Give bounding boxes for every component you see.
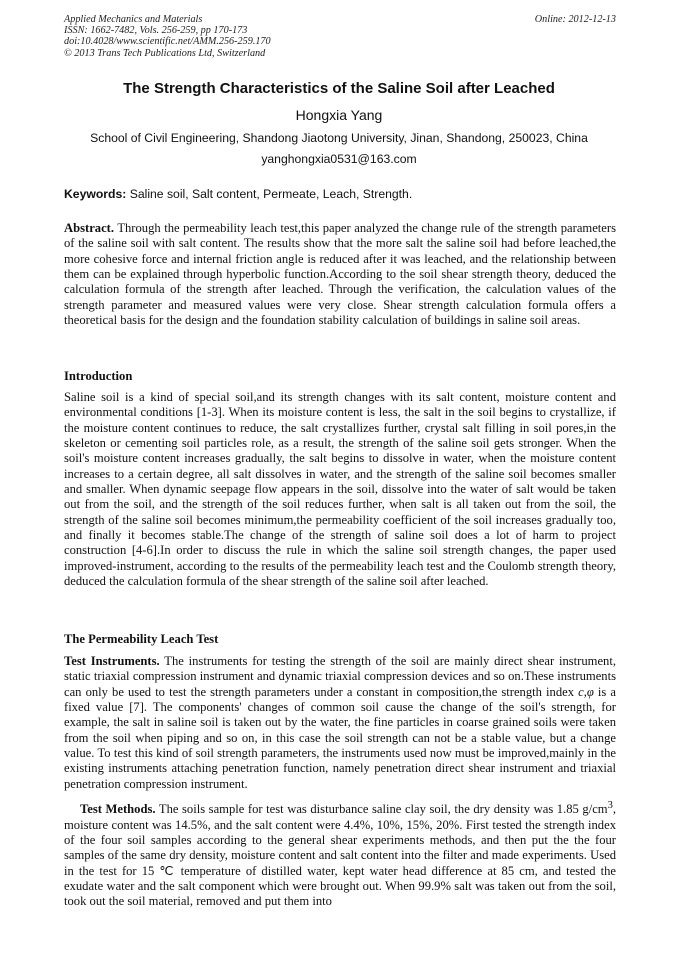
test-methods-text-2: , moisture content was 14.5%, and the salt content were 4.4%, 10%, 15%, 20%. First tested the strength index of the four soil samples according to the general shear experiments methods, and then put the the four samples of the same dry density, moisture content and salt content into the filter and made experiments. Used in the test for 15 ℃ temperature of distilled water, kept water head difference at 85 cm, and tested the exudate water and the salt component which were brought out. When 99.9% salt was taken out from the soil, took out the soil material, removed and put them into (64, 802, 616, 909)
paper-title: The Strength Characteristics of the Saline Soil after Leached (123, 80, 555, 97)
introduction-paragraph: Saline soil is a kind of special soil,and its strength changes with its salt content, moisture content and environmental conditions [1-3]. When its moisture content is less, the salt in the soil begins to crystallize, if the moisture content continues to reduce, the salt crystallizes further, crystal salt filling in soil pores,in the skeleton or cementing soil particles role, as a result, the strength of the saline soil gets stronger. When the soil's moisture content increases gradually, the salt begins to dissolve in water, when the moisture content increases to a certain degree, all salt dissolves in water, and the strength of the saline soil becomes smaller and smaller. When dynamic seepage flow appears in the soil, dissolve into the water of salt would be taken out from the soil, and the strength of the soil reduces further, when salt is all taken out from the soil, the strength of the saline soil becomes minimum,the permeability coefficient of the soil increases gradually too, and finally it becomes stable.The change of the strength of saline soil does a lot of harm to project construction [4-6].In order to discuss the rule in which the saline soil strength changes, the paper used improved-instrument, according to the results of the permeability leach test and the Coulomb strength theory, deduced the calculation formula of the shear strength of the saline soil after leached. (64, 390, 616, 589)
test-methods-text-1: The soils sample for test was disturbance saline clay soil, the dry density was 1.85 g/cm (155, 802, 608, 817)
affiliation: School of Civil Engineering, Shandong Jiaotong University, Jinan, Shandong, 250023, China (90, 131, 588, 145)
abstract-label: Abstract. (64, 221, 115, 235)
author-name: Hongxia Yang (295, 107, 383, 123)
test-instruments-paragraph (64, 654, 616, 792)
abstract (64, 221, 616, 328)
keywords (64, 187, 616, 201)
test-methods-paragraph (64, 798, 616, 910)
section-heading-permeability: The Permeability Leach Test (64, 632, 219, 646)
journal-header (64, 14, 616, 59)
journal-name: Applied Mechanics and Materials (64, 14, 203, 25)
test-instruments-text-2: is a fixed value [7]. The components' changes of common soil cause the change of the soil's strength, for example, the salt in saline soil is taken out by the water, the fine particles in coarse grained soils were taken from the soil when piping and so on, in this case the soil strength can not be a stable value, but a change value. To test this kind of soil strength parameters, the instruments used now must be improved,mainly in the existing instruments attaching penetration function, namely penetration direct shear instrument and triaxial penetration compression instrument. (64, 684, 616, 791)
strength-index-symbol: c,φ (578, 684, 594, 699)
section-heading-introduction: Introduction (64, 369, 133, 383)
online-date: Online: 2012-12-13 (534, 14, 616, 25)
keywords-text: Saline soil, Salt content, Permeate, Leach, Strength. (126, 187, 413, 201)
doi: doi:10.4028/www.scientific.net/AMM.256-259.170 (64, 36, 271, 48)
test-instruments-text-1: The instruments for testing the strength of the soil are mainly direct shear instrument, static triaxial compression instrument and dynamic triaxial compression devices and so on.These instruments can only be used to test the strength parameters under a constant in composition,the strength index (64, 654, 617, 699)
cubic-superscript: 3 (607, 800, 613, 811)
issn: ISSN: 1662-7482, Vols. 256-259, pp 170-173 (64, 25, 248, 37)
copyright: © 2013 Trans Tech Publications Ltd, Switzerland (64, 47, 266, 59)
abstract-text: Through the permeability leach test,this paper analyzed the change rule of the strength parameters of the saline soil with salt content. The results show that the more salt the saline soil had before leached,the more cohesive force and internal friction angle is reduced after it was leached, and the relationship between them can be explained through hyperbolic function.According to the soil shear strength theory, deduced the calculation formula of the strength after leached. Through the verification, the calculation values of the strength parameter and measured values were very close. Shear strength calculation formula offers a theoretical basis for the design and the foundation stability calculation of buildings in saline soil areas. (64, 221, 616, 328)
author-email: yanghongxia0531@163.com (261, 152, 417, 166)
test-methods-label: Test Methods. (80, 802, 156, 817)
keywords-label: Keywords: (64, 187, 127, 201)
test-instruments-label: Test Instruments. (64, 654, 160, 668)
